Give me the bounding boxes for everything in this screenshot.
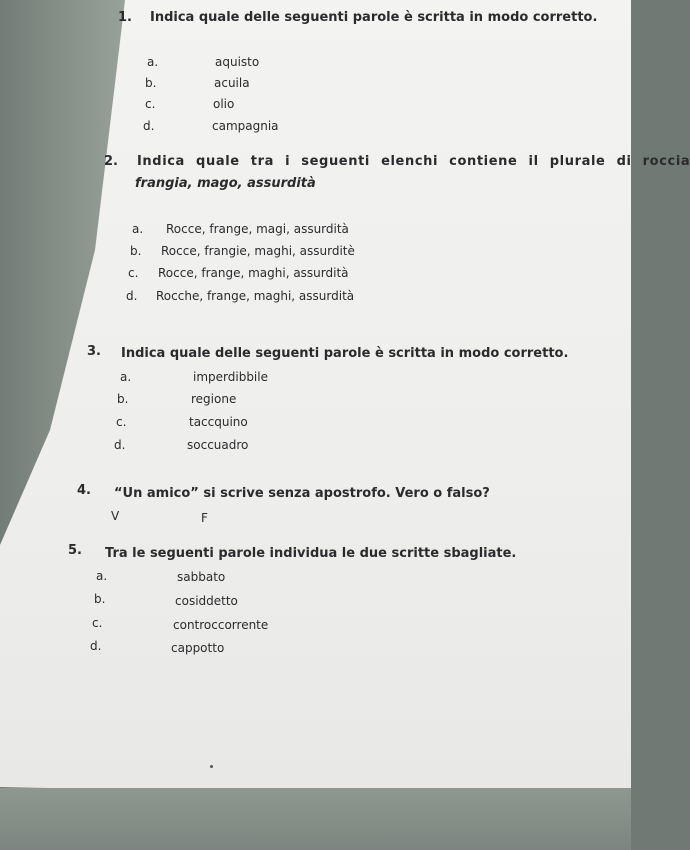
question-number: 3. xyxy=(87,344,101,359)
option-letter: d. xyxy=(114,438,126,452)
option-letter: b. xyxy=(130,244,142,258)
option-letter: d. xyxy=(143,119,155,133)
option-text: cappotto xyxy=(171,641,225,655)
option-letter: a. xyxy=(132,222,144,236)
option-letter: c. xyxy=(116,415,127,429)
option-letter: a. xyxy=(96,569,108,583)
option-text: controccorrente xyxy=(173,618,269,632)
option-letter: d. xyxy=(90,639,102,653)
background-surface-bottom xyxy=(0,788,631,850)
option-letter: b. xyxy=(145,76,157,90)
option-letter: c. xyxy=(128,266,139,280)
question-text: Indica quale tra i seguenti elenchi contiene il plurale di roccia xyxy=(137,154,690,169)
option-text: cosiddetto xyxy=(175,594,238,608)
question-text: Indica quale delle seguenti parole è scritta in modo corretto. xyxy=(150,10,598,25)
option-text: Rocce, frange, magi, assurdità xyxy=(166,222,349,236)
question-text: Indica quale delle seguenti parole è scritta in modo corretto. xyxy=(121,346,569,361)
option-text: sabbato xyxy=(177,570,226,584)
option-letter: a. xyxy=(147,55,159,69)
question-text-continued: frangia, mago, assurdità xyxy=(135,176,316,191)
option-text: taccquino xyxy=(189,415,248,429)
question-text: Tra le seguenti parole individua le due scritte sbagliate. xyxy=(105,546,517,561)
question-number: 2. xyxy=(104,154,118,169)
option-text: olio xyxy=(213,97,235,111)
question-number: 5. xyxy=(68,543,82,558)
option-letter: d. xyxy=(126,289,138,303)
option-letter: a. xyxy=(120,370,132,384)
option-text: regione xyxy=(191,392,237,406)
question-number: 1. xyxy=(118,10,132,25)
option-text: Rocce, frange, maghi, assurdità xyxy=(158,266,349,280)
true-option[interactable]: V xyxy=(111,509,120,523)
option-letter: c. xyxy=(145,97,156,111)
question-text: “Un amico” si scrive senza apostrofo. Vero o falso? xyxy=(114,486,490,501)
pen-mark xyxy=(210,765,213,768)
option-letter: c. xyxy=(92,616,103,630)
option-text: soccuadro xyxy=(187,438,249,452)
question-number: 4. xyxy=(77,483,91,498)
option-text: aquisto xyxy=(215,55,260,69)
option-text: imperdibbile xyxy=(193,370,268,384)
option-text: campagnia xyxy=(212,119,279,133)
option-letter: b. xyxy=(117,392,129,406)
false-option[interactable]: F xyxy=(201,511,208,525)
option-letter: b. xyxy=(94,592,106,606)
option-text: Rocche, frange, maghi, assurdità xyxy=(156,289,355,303)
option-text: Rocce, frangie, maghi, assurditè xyxy=(161,244,355,258)
option-text: acuila xyxy=(214,76,250,90)
